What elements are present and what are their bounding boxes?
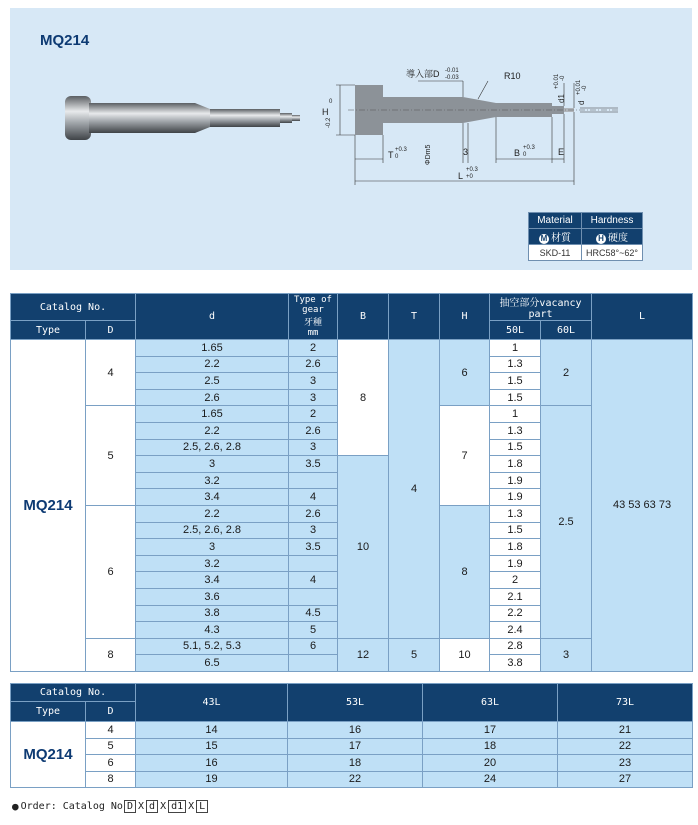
spec-D-cell: 4 [86,340,136,406]
spec-50l-cell: 1.5 [490,373,541,390]
spec-d-cell: 5.1, 5.2, 5.3 [136,638,289,655]
dim-d-tol-lower: -0 [582,85,588,91]
len-D-cell: 5 [86,738,136,755]
len-c1-cell: 14 [136,722,288,739]
table-row [11,638,693,655]
dim-d1-tol-lower: -0 [560,75,566,81]
spec-50l-cell: 2.8 [490,638,541,655]
spec-table [10,293,693,672]
spec-gear-cell [289,555,338,572]
len-c3-cell: 24 [423,771,558,788]
spec-d-cell: 2.5, 2.6, 2.8 [136,439,289,456]
spec-D-cell: 8 [86,638,136,671]
material-table [528,212,643,261]
len-73l-header: 73L [558,684,693,722]
spec-b-cell: 12 [338,638,389,671]
order-field-box: L [196,800,208,813]
spec-50l-cell: 1 [490,340,541,357]
len-catalog-header: Catalog No. [11,684,136,702]
spec-50l-cell: 2.2 [490,605,541,622]
dim-d1-tol-upper: +0.01 [554,73,560,89]
spec-h-cell: 8 [440,505,490,638]
spec-gear-cell: 6 [289,638,338,655]
spec-50l-cell: 1.5 [490,389,541,406]
dim-l-tol-upper: +0.3 [466,167,478,173]
spec-gear-cell: 3 [289,439,338,456]
spec-h-header: H [440,294,490,340]
order-catalog: Catalog No [62,801,123,812]
spec-50l-cell: 1.3 [490,422,541,439]
spec-d-cell: 1.65 [136,340,289,357]
dim-three-label: 3 [463,147,469,157]
spec-t-header: T [389,294,440,340]
spec-50l-cell: 1 [490,406,541,423]
spec-vacancy-header: 抽空部分vacancy part [490,294,592,321]
spec-60l-header: 60L [541,321,592,340]
len-c1-cell: 16 [136,755,288,772]
spec-d-cell: 2.2 [136,505,289,522]
len-c2-cell: 22 [288,771,423,788]
spec-d-cell: 3.6 [136,588,289,605]
spec-50l-cell: 1.5 [490,439,541,456]
len-c4-cell: 27 [558,771,693,788]
length-table [10,683,693,788]
len-c3-cell: 20 [423,755,558,772]
order-field-box: d [146,800,158,813]
dim-e-label: E [558,147,565,157]
material-header-cn: M 材質 [529,229,582,245]
dim-d1-label: d1 [557,94,566,103]
len-c2-cell: 18 [288,755,423,772]
len-c2-cell: 16 [288,722,423,739]
order-separator: X [160,801,167,812]
spec-d-cell: 2.2 [136,356,289,373]
table-row [11,755,693,772]
material-badge-icon: M [540,234,548,243]
spec-gear-cell: 4 [289,489,338,506]
spec-d-cell: 3.4 [136,489,289,506]
len-c1-cell: 19 [136,771,288,788]
len-D-cell: 8 [86,771,136,788]
spec-50l-cell: 2.1 [490,588,541,605]
spec-60l-cell: 2 [541,340,592,406]
spec-t-cell: 5 [389,638,440,671]
spec-D-cell: 5 [86,406,136,506]
spec-b-header: B [338,294,389,340]
spec-gear-cell: 3 [289,373,338,390]
spec-d-cell: 1.65 [136,406,289,423]
spec-d-cell: 3.2 [136,555,289,572]
spec-d-header: d [136,294,289,340]
dim-t-tol-lower: 0 [395,154,399,160]
spec-50l-cell: 1.3 [490,505,541,522]
order-separator: X [188,801,195,812]
order-format [12,800,209,813]
dim-b-label: B [514,148,521,158]
spec-gear-cell: 2.6 [289,505,338,522]
spec-h-cell: 10 [440,638,490,671]
len-type-header: Type [11,702,86,722]
len-c4-cell: 22 [558,738,693,755]
table-row [11,771,693,788]
dim-l-tol-lower: +0 [466,174,473,180]
len-63l-header: 63L [423,684,558,722]
spec-60l-cell: 3 [541,638,592,671]
spec-50l-header: 50L [490,321,541,340]
spec-type-name: MQ214 [11,340,86,672]
spec-b-cell: 8 [338,340,389,456]
spec-d-cell: 4.3 [136,622,289,639]
len-c2-cell: 17 [288,738,423,755]
spec-l-cell: 43 53 63 73 [592,340,693,672]
spec-50l-cell: 2 [490,572,541,589]
table-row [11,738,693,755]
spec-gear-cell [289,655,338,672]
dim-h-tol-lower: -0.2 [326,117,332,128]
len-D-cell: 6 [86,755,136,772]
spec-50l-cell: 1.5 [490,522,541,539]
hardness-header: Hardness [582,213,643,229]
spec-gear-cell: 2.6 [289,422,338,439]
spec-50l-cell: 3.8 [490,655,541,672]
spec-d-cell: 3.4 [136,572,289,589]
len-c4-cell: 23 [558,755,693,772]
spec-d-cell: 3 [136,456,289,473]
hardness-badge-icon: H [596,234,606,244]
spec-h-cell: 6 [440,340,490,406]
spec-catalog-header: Catalog No. [11,294,136,321]
dim-d-tol-upper: +0.01 [576,79,582,95]
dim-t-tol-upper: +0.3 [395,147,407,153]
spec-50l-cell: 1.8 [490,456,541,473]
dim-l-label: L [458,171,464,181]
hardness-header-cn: H 硬度 [582,229,643,245]
spec-50l-cell: 1.9 [490,555,541,572]
order-field-box: D [124,800,136,813]
order-separator: X [138,801,145,812]
spec-50l-cell: 2.4 [490,622,541,639]
spec-gear-cell: 4 [289,572,338,589]
spec-50l-cell: 1.9 [490,489,541,506]
spec-h-cell: 7 [440,406,490,506]
technical-drawing [318,63,648,193]
spec-gear-cell [289,588,338,605]
dim-h-label: H [322,107,329,117]
order-prefix: Order: [20,801,57,812]
order-field-box: d1 [168,800,186,813]
table-row [11,340,693,357]
dim-b-tol-lower: 0 [523,152,527,158]
len-c3-cell: 17 [423,722,558,739]
len-type-name: MQ214 [11,722,86,788]
dim-guide-tol-upper: -0.01 [445,68,459,74]
spec-d-cell: 6.5 [136,655,289,672]
spec-d-cell: 3.8 [136,605,289,622]
spec-gear-cell: 4.5 [289,605,338,622]
spec-gear-cell: 2.6 [289,356,338,373]
dim-guide-label: 導入部D [406,69,440,79]
len-c3-cell: 18 [423,738,558,755]
len-D-cell: 4 [86,722,136,739]
spec-d-cell: 2.5, 2.6, 2.8 [136,522,289,539]
hardness-value: HRC58°~62° [582,245,643,261]
material-header: Material [529,213,582,229]
spec-d-cell: 3.2 [136,472,289,489]
spec-50l-cell: 1.9 [490,472,541,489]
len-D-header: D [86,702,136,722]
spec-gear-cell: 3 [289,389,338,406]
dim-guide-tol-lower: -0.03 [445,75,459,81]
table-row [11,722,693,739]
spec-50l-cell: 1.3 [490,356,541,373]
len-c1-cell: 15 [136,738,288,755]
bullet-icon: ● [12,800,19,813]
spec-b-cell: 10 [338,456,389,639]
spec-d-cell: 2.2 [136,422,289,439]
spec-l-header: L [592,294,693,340]
product-title: MQ214 [40,32,90,49]
spec-d-cell: 3 [136,539,289,556]
spec-d-cell: 2.5 [136,373,289,390]
spec-d-cell: 2.6 [136,389,289,406]
spec-50l-cell: 1.8 [490,539,541,556]
dim-radius-label: R10 [504,71,521,81]
product-header-panel [10,8,692,270]
spec-gear-cell [289,472,338,489]
dim-d-label: d [577,100,586,105]
len-53l-header: 53L [288,684,423,722]
spec-gear-cell: 5 [289,622,338,639]
pin-photo [65,94,305,144]
len-43l-header: 43L [136,684,288,722]
spec-gear-cell: 2 [289,340,338,357]
order-fields [123,800,209,813]
dim-h-tol-upper: 0 [329,99,333,105]
spec-D-cell: 6 [86,505,136,638]
dim-t-label: T [388,150,394,160]
spec-gear-cell: 3.5 [289,456,338,473]
dim-b-tol-upper: +0.3 [523,145,535,151]
len-c4-cell: 21 [558,722,693,739]
spec-gear-cell: 2 [289,406,338,423]
spec-60l-cell: 2.5 [541,406,592,638]
spec-gear-cell: 3 [289,522,338,539]
spec-D-header: D [86,321,136,340]
spec-t-cell: 4 [389,340,440,639]
material-value: SKD-11 [529,245,582,261]
spec-gear-cell: 3.5 [289,539,338,556]
dim-dm-label: ΦDm5 [425,144,432,165]
spec-gear-header: Type of gear 牙種 mm [289,294,338,340]
spec-type-header: Type [11,321,86,340]
